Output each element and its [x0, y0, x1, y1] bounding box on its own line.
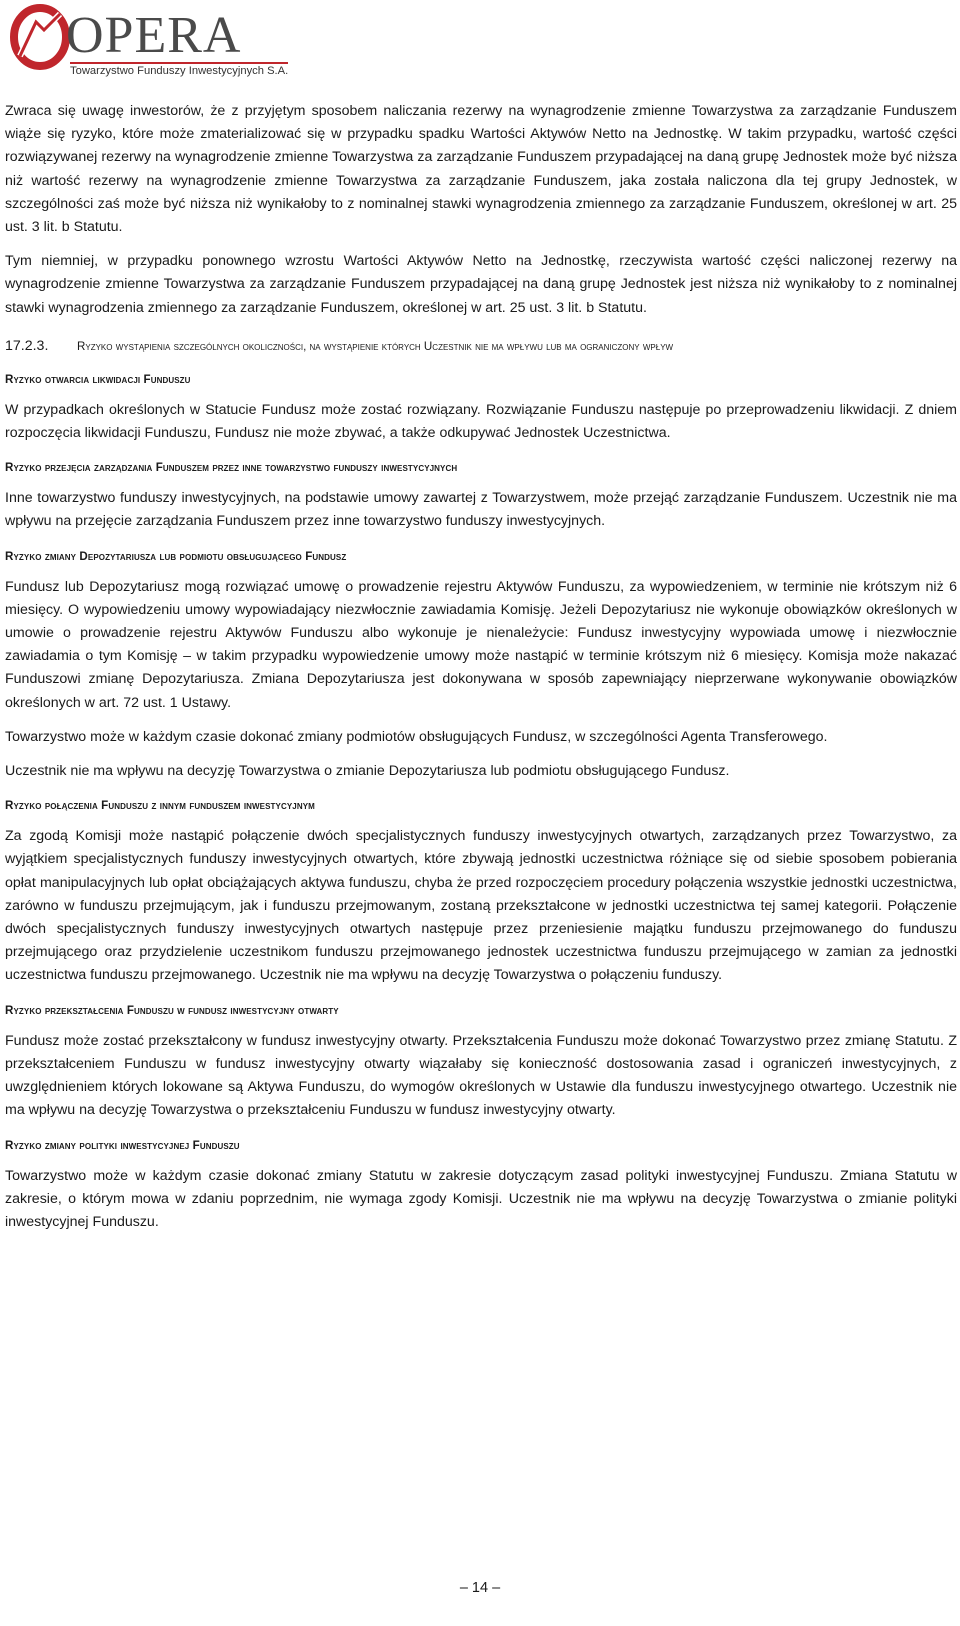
paragraph: W przypadkach określonych w Statucie Fundusz może zostać rozwiązany. Rozwiązanie Funduszu następuje po przeprowadzeniu likwidacji. Z dniem rozpoczęcia likwidacji Funduszu, Fundusz nie może zbywać, a także odkupywać Jednostek Uczestnictwa. [5, 401, 957, 442]
section-title: Ryzyko wystąpienia szczególnych okoliczności, na wystąpienie których Uczestnik nie ma wpływu lub ma ograniczony wpływ [77, 339, 674, 353]
logo-subtitle: Towarzystwo Funduszy Inwestycyjnych S.A. [70, 62, 288, 77]
logo-wordmark: OPERA [66, 7, 242, 64]
paragraph: Towarzystwo może w każdym czasie dokonać zmiany Statutu w zakresie dotyczącym zasad polityki inwestycyjnej Funduszu. Zmiana Statutu w zakresie, o którym mowa w zdaniu poprzednim, nie wymaga zgody Komisji. Uczestnik nie ma wpływu na decyzję Towarzystwa o zmianie polityki inwestycyjnej Funduszu. [5, 1167, 957, 1230]
subsection-heading: Ryzyko przekształcenia Funduszu w fundusz inwestycyjny otwarty [5, 1003, 339, 1017]
paragraph: Za zgodą Komisji może nastąpić połączenie dwóch specjalistycznych funduszy inwestycyjnych otwartych, zarządzanych przez Towarzystwo, za wyjątkiem specjalistycznych funduszy inwestycyjnych otwartych, które zbywają jednostki uczestnictwa różniące się od siebie sposobem pobierania opłat manipulacyjnych lub opłat obciążających aktywa funduszu, chyba że przed rozpoczęciem procedury połączenia wszystkie jednostki uczestnictwa, zarówno w funduszu przejmującym, jak i funduszu przejmowanym, zostaną przekształcone w jednostki uczestnictwa tej samej kategorii. Połączenie dwóch specjalistycznych funduszy inwestycyjnych otwartych następuje przez przeniesienie majątku funduszu przejmowanego do funduszu przejmującego oraz przydzielenie uczestnikom funduszu przejmowanego jednostek uczestnictwa funduszu przejmującego w zamian za jednostki uczestnictwa funduszu przejmowanego. Uczestnik nie ma wpływu na decyzję Towarzystwa o połączeniu funduszy. [5, 828, 957, 984]
paragraph: Tym niemniej, w przypadku ponownego wzrostu Wartości Aktywów Netto na Jednostkę, rzeczywista wartość części naliczonej rezerwy na wynagrodzenie zmienne Towarzystwa za zarządzanie Funduszem przypadającej na daną grupę Jednostek jest niższa niż wynikałoby to z nominalnej stawki wynagrodzenia zmiennego za zarządzanie Funduszem, określonej w art. 25 ust. 3 lit. b Statutu. [5, 253, 957, 316]
opera-emblem-icon [10, 4, 70, 70]
subsection-heading: Ryzyko otwarcia likwidacji Funduszu [5, 372, 191, 386]
paragraph: Uczestnik nie ma wpływu na decyzję Towarzystwa o zmianie Depozytariusza lub podmiotu obsługującego Fundusz. [5, 763, 730, 780]
subsection-heading: Ryzyko przejęcia zarządzania Funduszem przez inne towarzystwo funduszy inwestycyjnych [5, 461, 458, 475]
page-number: – 14 – [459, 1580, 501, 1596]
section-heading [5, 336, 957, 358]
paragraph: Towarzystwo może w każdym czasie dokonać zmiany podmiotów obsługujących Fundusz, w szczególności Agenta Transferowego. [5, 728, 828, 745]
section-number: 17.2.3. [5, 337, 49, 354]
subsection-heading: Ryzyko zmiany Depozytariusza lub podmiotu obsługującego Fundusz [5, 549, 347, 563]
subsection-heading: Ryzyko zmiany polityki inwestycyjnej Funduszu [5, 1138, 240, 1152]
paragraph: Fundusz lub Depozytariusz mogą rozwiązać umowę o prowadzenie rejestru Aktywów Funduszu, za wypowiedzeniem, w terminie nie krótszym niż 6 miesięcy. O wypowiedzeniu umowy wypowiadający niezwłocznie zawiadamia Komisję. Jeżeli Depozytariusz nie wykonuje obowiązków określonych w umowie o prowadzenie rejestru Aktywów Funduszu albo wykonuje je nienależycie: Fundusz inwestycyjny wypowiada umowę i niezwłocznie zawiadamia o tym Komisję – w takim przypadku wypowiedzenie umowy może nastąpić w terminie krótszym niż 6 miesięcy. Komisja może nakazać Funduszowi zmianę Depozytariusza. Zmiana Depozytariusza jest dokonywana w sposób zapewniający nieprzerwane wykonywanie obowiązków określonych w art. 72 ust. 1 Ustawy. [5, 578, 957, 711]
subsection-heading: Ryzyko połączenia Funduszu z innym funduszem inwestycyjnym [5, 799, 315, 813]
paragraph: Fundusz może zostać przekształcony w fundusz inwestycyjny otwarty. Przekształcenia Funduszu może dokonać Towarzystwo przez zmianę Statutu. Z przekształceniem Funduszu w fundusz inwestycyjny otwarty wiązałaby się konieczność dostosowania zasad i ograniczeń inwestycyjnych, z uwzględnieniem których lokowane są Aktywa Funduszu, do wymogów określonych w Ustawie dla funduszu inwestycyjnego otwartego. Uczestnik nie ma wpływu na decyzję Towarzystwa o przekształceniu Funduszu w fundusz inwestycyjny otwarty. [5, 1032, 957, 1119]
paragraph: Zwraca się uwagę inwestorów, że z przyjętym sposobem naliczania rezerwy na wynagrodzenie zmienne Towarzystwa za zarządzanie Funduszem wiąże się ryzyko, które może zmaterializować się w przypadku spadku Wartości Aktywów Netto na Jednostkę. W takim przypadku, wartość części rozwiązywanej rezerwy na wynagrodzenie zmienne Towarzystwa za zarządzanie Funduszem przypadającej na daną grupę Jednostek może być niższa niż wartość rezerwy na wynagrodzenie zmienne Towarzystwa za zarządzanie Funduszem, jaka została naliczona dla tej grupy Jednostek, w szczególności zaś może być niższa niż wynikałoby to z nominalnej stawki wynagrodzenia zmiennego za zarządzanie Funduszem, określonej w art. 25 ust. 3 lit. b Statutu. [5, 103, 957, 236]
document-body [5, 100, 957, 1234]
paragraph: Inne towarzystwo funduszy inwestycyjnych, na podstawie umowy zawartej z Towarzystwem, może przejąć zarządzanie Funduszem. Uczestnik nie ma wpływu na przejęcie zarządzania Funduszem przez inne towarzystwo funduszy inwestycyjnych. [5, 490, 957, 530]
company-logo [10, 4, 310, 82]
